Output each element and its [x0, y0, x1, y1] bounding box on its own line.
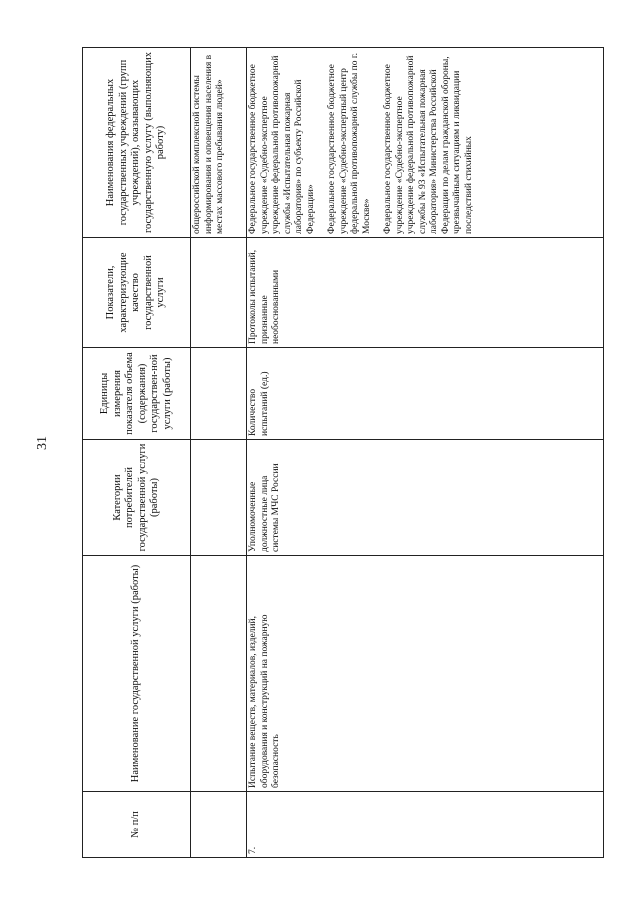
header-service-name: Наименование государственной услуги (работы) — [83, 556, 191, 792]
header-units: Единицы измерения показателя объема (содержания) государствен-ной услуги (работы) — [83, 348, 191, 440]
header-institutions: Наименования федеральных государственных учреждений (групп учреждений), оказывающих государственную услугу (выполняющих работу) — [83, 48, 191, 238]
header-quality: Показатели, характеризующие качество государственной услуги — [83, 238, 191, 348]
cont-consumers — [191, 440, 247, 556]
cont-num — [191, 792, 247, 858]
continuation-row — [191, 48, 247, 858]
services-table — [82, 47, 604, 858]
rotated-table-container — [82, 48, 604, 858]
row-consumers: Уполномоченные должностные лица системы МЧС России — [247, 440, 604, 556]
row-quality: Протоколы испытаний, признанные необоснованными — [247, 238, 604, 348]
cont-institutions: общероссийской комплексной системы информирования и оповещения населения в местах массового пребывания людей» — [191, 48, 247, 238]
institution-item: Федеральное государственное бюджетное учреждение «Судебно-экспертное учреждение федеральной противопожарной службы № 93 «Испытательная пожарная лаборатория» Министерства Российской Федерации по делам гражданской обороны, чрезвычайным ситуациям и ликвидации последствий стихийных — [383, 55, 474, 234]
header-num: № п/п — [83, 792, 191, 858]
cont-units — [191, 348, 247, 440]
institution-item: Федеральное государственное бюджетное учреждение «Судебно-экспертный центр федеральной противопожарной службы по г. Москве» — [327, 52, 372, 234]
institution-item: Федеральное государственное бюджетное учреждение «Судебно-экспертное учреждение федеральной противопожарной службы «Испытательная пожарная лаборатория» по субъекту Российской Федерации» — [248, 55, 316, 234]
cont-quality — [191, 238, 247, 348]
row-units: Количество испытаний (ед.) — [247, 348, 604, 440]
table-row — [247, 48, 604, 858]
header-row — [83, 48, 191, 858]
row-institutions — [247, 48, 604, 238]
header-consumers: Категории потребителей государственной услуги (работы) — [83, 440, 191, 556]
cont-service-name — [191, 556, 247, 792]
page-number: 31 — [35, 436, 50, 450]
row-service-name: Испытание веществ, материалов, изделий, оборудования и конструкций на пожарную безопасность — [247, 556, 604, 792]
row-num: 7. — [247, 792, 604, 858]
